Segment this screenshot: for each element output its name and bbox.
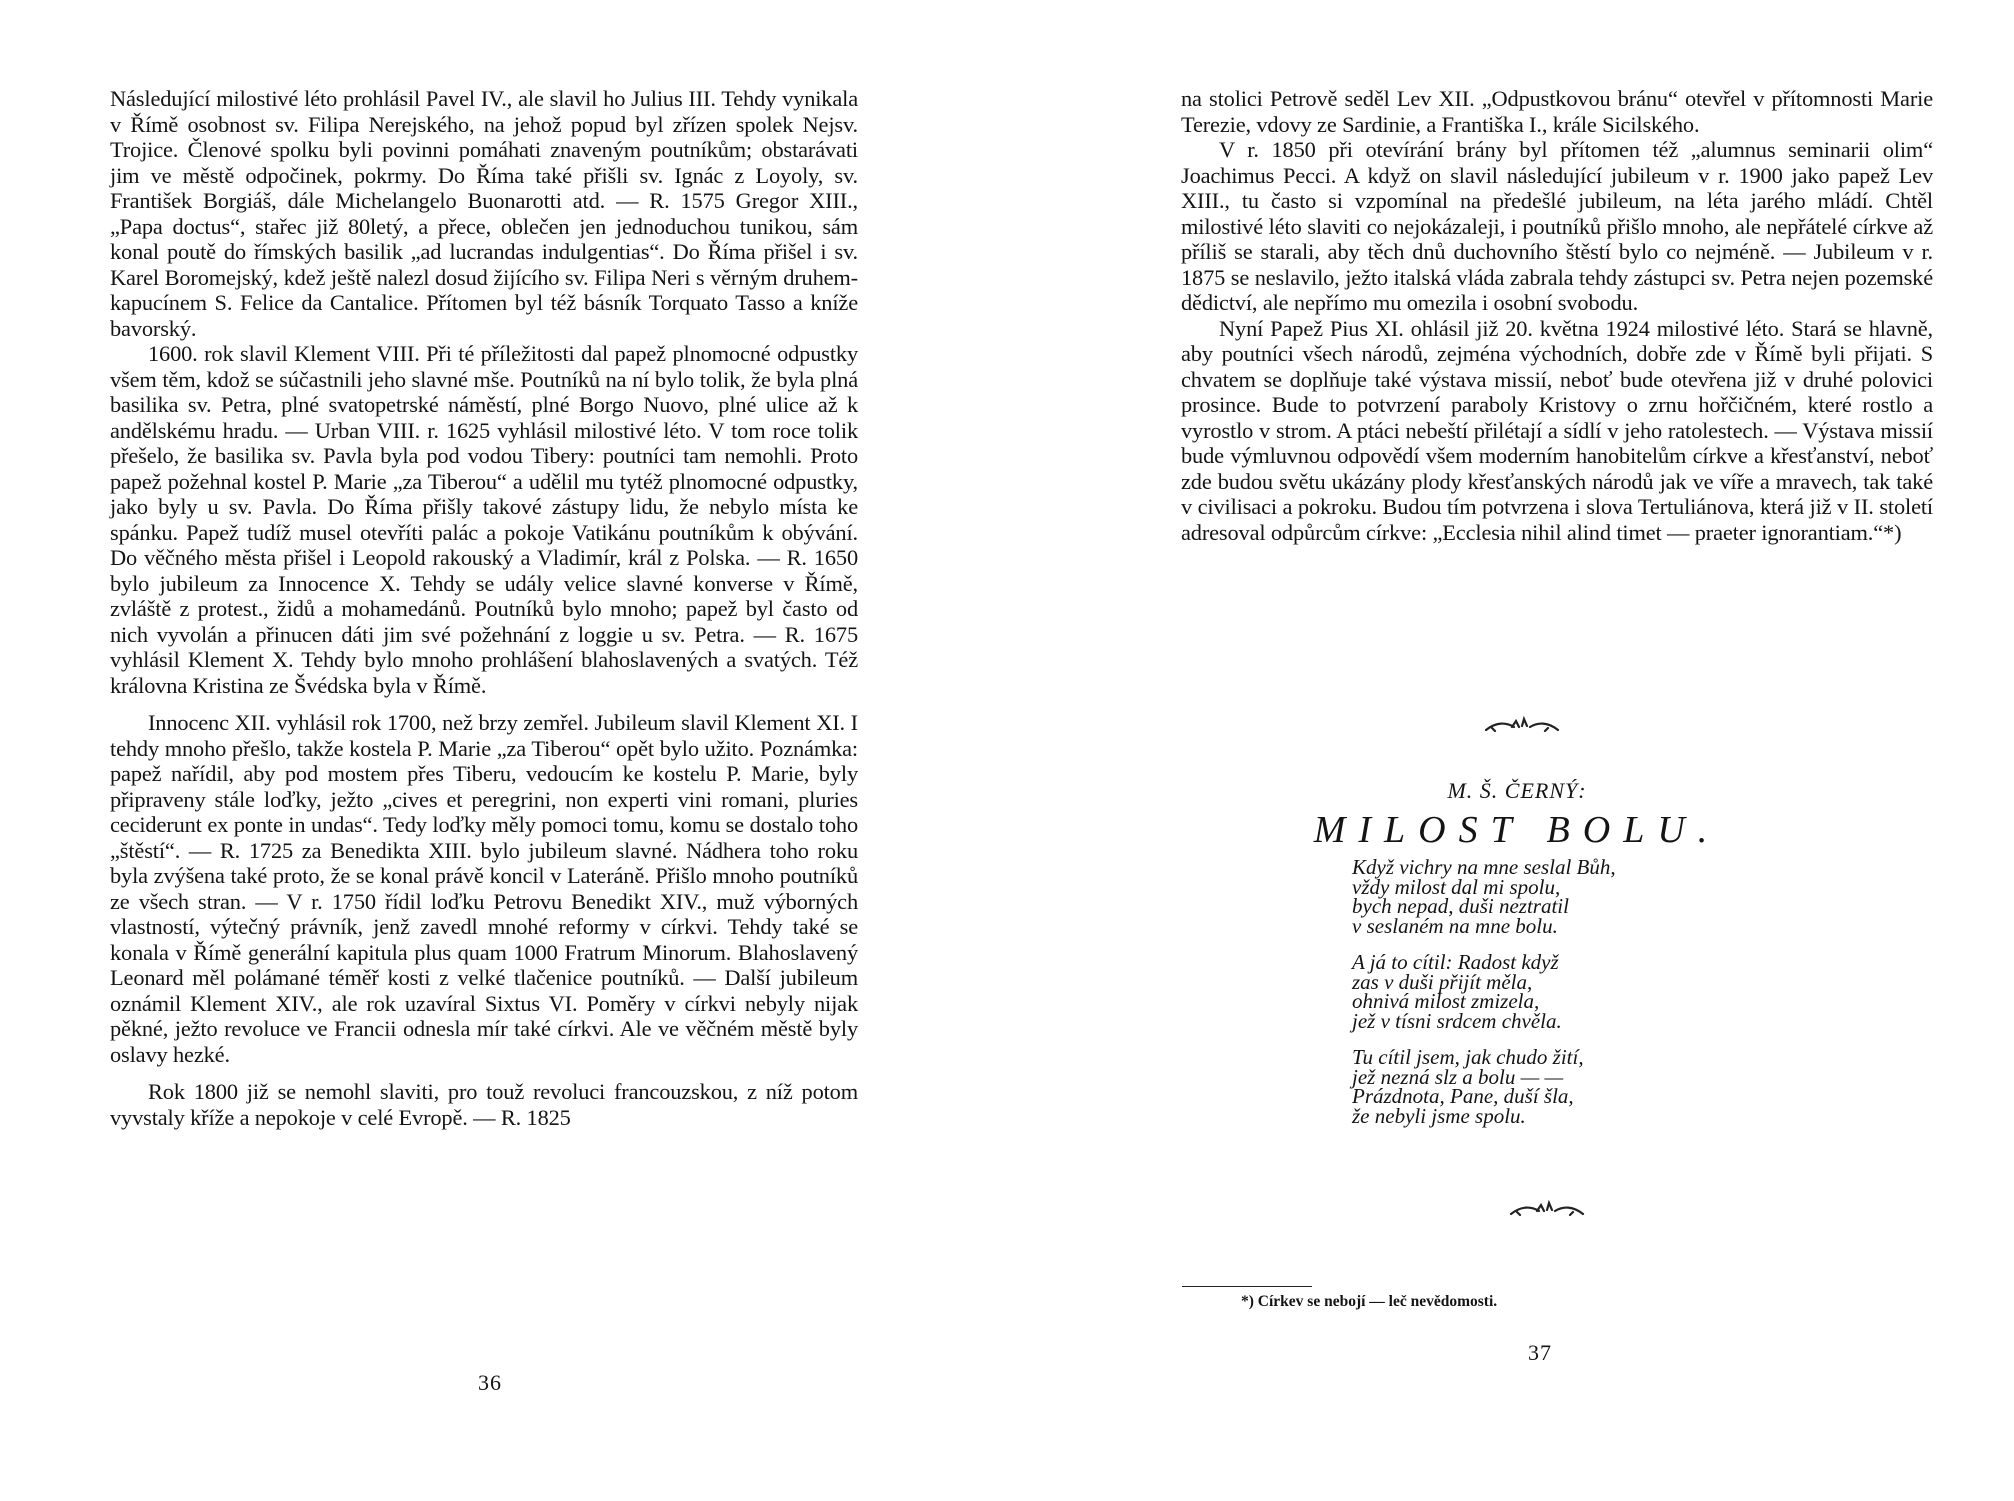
poem-line: bych nepad, duši neztratil <box>1352 894 1569 918</box>
poem-line: Když vichry na mne seslal Bůh, <box>1352 855 1616 879</box>
leaf-ornament-icon <box>1507 1200 1587 1220</box>
poem-line: jež v tísni srdcem chvěla. <box>1352 1008 1562 1033</box>
left-page-text <box>110 86 858 1130</box>
poem-line: Tu cítil jsem, jak chudo žití, <box>1352 1045 1584 1069</box>
paragraph: na stolici Petrově seděl Lev XII. „Odpustkovou bránu“ otevřel v přítomnosti Marie Terezie, vdovy ze Sardinie, a Františka I., krále Sicilského. <box>1181 86 1933 137</box>
footnote: *) Církev se nebojí — leč nevědomosti. <box>1241 1293 1498 1310</box>
footnote-divider <box>1182 1286 1312 1287</box>
paragraph: Rok 1800 již se nemohl slaviti, pro touž revoluci francouzskou, z níž potom vyvstaly kříže a nepokoje v celé Evropě. — R. 1825 <box>110 1079 858 1130</box>
leaf-ornament-icon <box>1482 716 1562 736</box>
poem-line: vždy milost dal mi spolu, <box>1352 874 1561 899</box>
right-page <box>1007 0 2014 1501</box>
poem-line: v seslaném na mne bolu. <box>1352 913 1558 938</box>
page-number: 36 <box>478 1370 502 1395</box>
poem-stanza <box>1352 1045 1812 1128</box>
paragraph: Innocenc XII. vyhlásil rok 1700, než brzy zemřel. Jubileum slavil Klement XI. I tehdy mnoho přešlo, takže kostela P. Marie „za Tiberou“ opět bylo užito. Poznámka: papež nařídil, aby pod mostem přes Tiberu, vedoucím ke kostelu P. Marie, byly připraveny stále loďky, ježto „cives et peregrini, non experti vini romani, pluries ceciderunt ex ponte in undas“. Tedy loďky měly pomoci tomu, komu se dostalo toho „štěstí“. — R. 1725 za Benedikta XIII. bylo jubileum slavné. Nádhera toho roku byla zvýšena také proto, že se konal právě koncil v Lateráně. Přišlo mnoho poutníků ze všech stran. — V r. 1750 řídil loďku Petrovu Benedikt XIV., muž výborných vlastností, výtečný právník, jenž zavedl mnohé reformy v církvi. Tehdy také se konala v Římě generální kapitula plus quam 1000 Fratrum Minorum. Blahoslavený Leonard měl polámané téměř kosti z velké tlačenice poutníků. — Další jubileum oznámil Klement XIV., ale rok uzavíral Sixtus VI. Poměry v církvi nebyly nijak pěkné, ježto revoluce ve Francii odnesla mír také církvi. Ale ve věčném městě byly oslavy hezké. <box>110 710 858 1067</box>
poem-line: A já to cítil: Radost když <box>1352 950 1559 974</box>
poem-line: že nebyli jsme spolu. <box>1352 1103 1526 1128</box>
poem-line: ohnivá milost zmizela, <box>1352 989 1540 1013</box>
poem <box>1352 855 1812 1143</box>
page-number: 37 <box>1528 1340 1552 1365</box>
poem-stanza <box>1352 950 1812 1033</box>
poem-line: jež nezná slz a bolu — — <box>1352 1064 1564 1089</box>
paragraph: Následující milostivé léto prohlásil Pavel IV., ale slavil ho Julius III. Tehdy vynikala v Římě osobnost sv. Filipa Nerejského, na jehož popud byl zřízen spolek Nejsv. Trojice. Členové spolku byli povinni pomáhati znaveným poutníkům; obstarávati jim ve městě odpočinek, pokrmy. Do Říma také přišli sv. Ignác z Loyoly, sv. František Borgiáš, dále Michelangelo Buonarotti atd. — R. 1575 Gregor XIII., „Papa doctus“, stařec již 80letý, a přece, oblečen jen jednoduchou tunikou, sám konal poutě do římských basilik „ad lucrandas indulgentias“. Do Říma přišel i sv. Karel Boromejský, kdež ještě nalezl dosud žijícího sv. Filipa Neri s věrným druhem-kapucínem S. Felice da Cantalice. Přítomen byl též básník Torquato Tasso a kníže bavorský. <box>110 86 858 341</box>
right-page-text <box>1181 86 1933 545</box>
paragraph: 1600. rok slavil Klement VIII. Při té příležitosti dal papež plnomocné odpustky všem těm, kdož se súčastnili jeho slavné mše. Poutníků na ní bylo tolik, že byla plná basilika sv. Petra, plné svatopetrské náměstí, plné Borgo Nuovo, plné ulice až k andělskému hradu. — Urban VIII. r. 1625 vyhlásil milostivé léto. V tom roce tolik přešelo, že basilika sv. Pavla byla pod vodou Tibery: poutníci tam nemohli. Proto papež požehnal kostel P. Marie „za Tiberou“ a udělil mu tytéž plnomocné odpustky, jako byly u sv. Pavla. Do Říma přišly takové zástupy lidu, že nebylo místa ke spánku. Papež tudíž musel otevříti palác a pokoje Vatikánu poutníkům k obývání. Do věčného města přišel i Leopold rakouský a Vladimír, král z Polska. — R. 1650 bylo jubileum za Innocence X. Tehdy se udály velice slavné konverse v Římě, zvláště z protest., židů a mohamedánů. Poutníků bylo mnoho; papež byl často od nich vyvolán a přinucen dáti jim své požehnání z loggie u sv. Petra. — R. 1675 vyhlásil Klement X. Tehdy bylo mnoho prohlášení blahoslavených a svatých. Též královna Kristina ze Švédska byla v Římě. <box>110 341 858 698</box>
paragraph: V r. 1850 při otevírání brány byl přítomen též „alumnus seminarii olim“ Joachimus Pecci. A když on slavil následující jubileum v r. 1900 jako papež Lev XIII., tu často si vzpomínal na předešlé jubileum, na léta jarého mládí. Chtěl milostivé léto slaviti co nejokázaleji, i poutníků přišlo mnoho, ale nepřátelé církve až příliš se starali, aby těch dnů duchovního štěstí bylo co nejméně. — Jubileum v r. 1875 se neslavilo, ježto italská vláda zabrala tehdy zástupci sv. Petra nejen pozemské dědictví, ale nepřímo mu omezila i osobní svobodu. <box>1181 137 1933 315</box>
poem-author: M. Š. ČERNÝ: <box>1447 778 1587 803</box>
poem-title: MILOST BOLU. <box>1313 809 1721 851</box>
poem-line: Prázdnota, Pane, duší šla, <box>1352 1084 1574 1108</box>
poem-line: zas v duši přijít měla, <box>1352 969 1533 994</box>
poem-stanza <box>1352 855 1812 938</box>
paragraph: Nyní Papež Pius XI. ohlásil již 20. května 1924 milostivé léto. Stará se hlavně, aby poutníci všech národů, zejména východních, dobře zde v Římě byli přijati. S chvatem se doplňuje také výstava missií, neboť bude otevřena již v druhé polovici prosince. Bude to potvrzení paraboly Kristovy o zrnu hořčičném, které rostlo a vyrostlo v strom. A ptáci nebeští přilétají a sídlí v jeho ratolestech. — Výstava missií bude výmluvnou odpovědí všem moderním hanobitelům církve a křesťanství, neboť zde budou světu ukázány plody křesťanských národů jak ve víře a mravech, tak také v civilisaci a pokroku. Budou tím potvrzena i slova Tertuliánova, která již v II. století adresoval odpůrcům církve: „Ecclesia nihil alind timet — praeter ignorantiam.“*) <box>1181 315 1933 545</box>
